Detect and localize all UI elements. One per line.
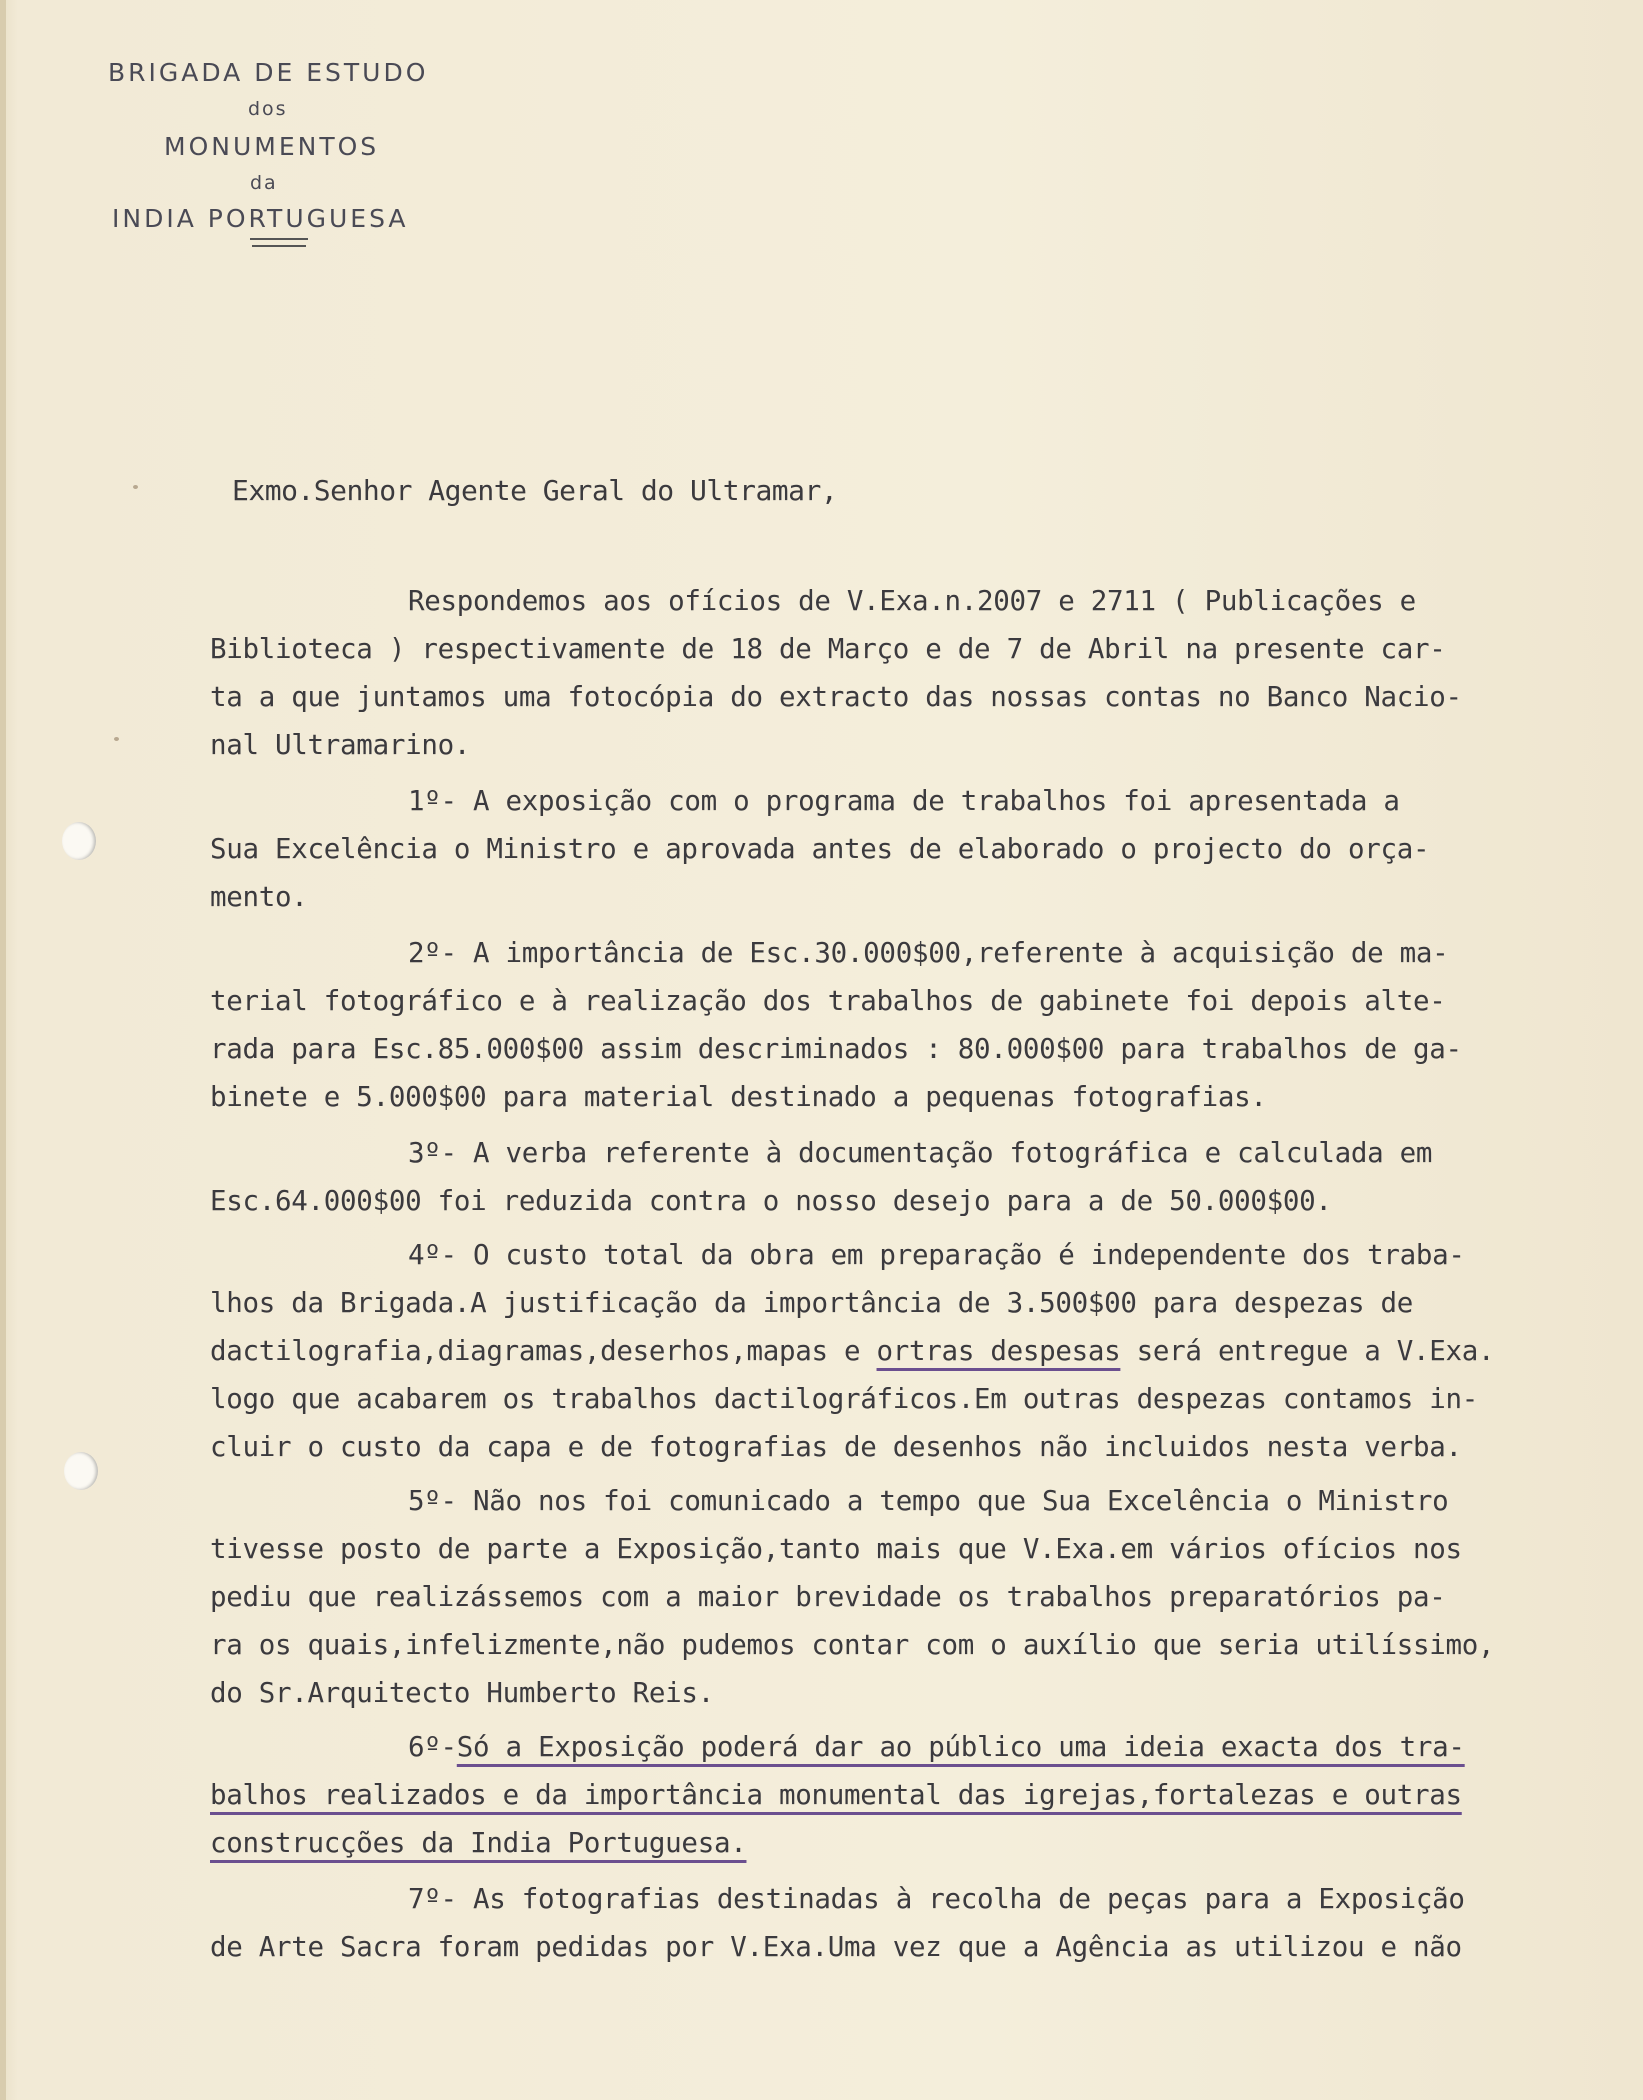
salutation: Exmo.Senhor Agente Geral do Ultramar, <box>232 474 838 507</box>
text-line: cluir o custo da capa e de fotografias de desenhos não incluidos nesta verba. <box>210 1431 1462 1463</box>
text-line: pediu que realizássemos com a maior brevidade os trabalhos preparatórios pa- <box>210 1581 1446 1613</box>
text-line: logo que acabarem os trabalhos dactilográficos.Em outras despezas contamos in- <box>210 1383 1478 1415</box>
letterhead-line: MONUMENTOS <box>164 132 380 161</box>
text-line: Esc.64.000$00 foi reduzida contra o nosso desejo para a de 50.000$00. <box>210 1185 1332 1217</box>
punch-hole <box>62 822 96 860</box>
text-line: 5º- Não nos foi comunicado a tempo que Sua Excelência o Ministro <box>408 1485 1449 1517</box>
text-segment: será entregue a V.Exa. <box>1136 1335 1495 1367</box>
paper-speck <box>133 485 138 489</box>
letterhead-rule <box>250 238 308 240</box>
underlined-text: Só a Exposição poderá dar ao público uma ideia exacta dos tra- <box>456 1731 1465 1763</box>
underlined-text: ortras despesas <box>876 1335 1121 1367</box>
text-line: binete e 5.000$00 para material destinado a pequenas fotografias. <box>210 1081 1267 1113</box>
text-line: do Sr.Arquitecto Humberto Reis. <box>210 1677 714 1709</box>
underlined-text-line: balhos realizados e da importância monumental das igrejas,fortalezas e outras <box>210 1779 1462 1811</box>
text-line: lhos da Brigada.A justificação da importância de 3.500$00 para despezas de <box>210 1287 1413 1319</box>
text-line: tivesse posto de parte a Exposição,tanto mais que V.Exa.em vários ofícios nos <box>210 1533 1462 1565</box>
text-line: terial fotográfico e à realização dos trabalhos de gabinete foi depois alte- <box>210 985 1446 1017</box>
text-line: nal Ultramarino. <box>210 729 471 761</box>
text-line: ra os quais,infelizmente,não pudemos contar com o auxílio que seria utilíssimo, <box>210 1629 1495 1661</box>
text-line: mento. <box>210 881 308 913</box>
letterhead-rule <box>252 245 306 247</box>
text-line: 3º- A verba referente à documentação fotográfica e calculada em <box>408 1137 1433 1169</box>
letterhead-line: BRIGADA DE ESTUDO <box>108 58 429 87</box>
text-line: de Arte Sacra foram pedidas por V.Exa.Uma vez que a Agência as utilizou e não <box>210 1931 1462 1963</box>
text-line: Respondemos aos ofícios de V.Exa.n.2007 e 2711 ( Publicações e <box>408 585 1416 617</box>
letterhead-line: dos <box>248 98 288 120</box>
text-line: 7º- As fotografias destinadas à recolha de peças para a Exposição <box>408 1883 1465 1915</box>
text-line: ta a que juntamos uma fotocópia do extracto das nossas contas no Banco Nacio- <box>210 681 1462 713</box>
text-line: Biblioteca ) respectivamente de 18 de Março e de 7 de Abril na presente car- <box>210 633 1446 665</box>
text-line: 2º- A importância de Esc.30.000$00,referente à acquisição de ma- <box>408 937 1449 969</box>
text-line <box>210 1731 1465 1763</box>
punch-hole <box>64 1452 98 1490</box>
letterhead-line: INDIA PORTUGUESA <box>112 204 409 233</box>
text-line <box>210 1335 1494 1367</box>
underlined-text-line: construcções da India Portuguesa. <box>210 1827 747 1859</box>
text-line: 1º- A exposição com o programa de trabalhos foi apresentada a <box>408 785 1400 817</box>
paper-speck <box>114 737 119 741</box>
text-line: 4º- O custo total da obra em preparação é independente dos traba- <box>408 1239 1465 1271</box>
text-line: Sua Excelência o Ministro e aprovada antes de elaborado o projecto do orça- <box>210 833 1430 865</box>
text-segment: 6º- <box>408 1731 457 1763</box>
paper-edge <box>0 0 6 2100</box>
text-line: rada para Esc.85.000$00 assim descriminados : 80.000$00 para trabalhos de ga- <box>210 1033 1462 1065</box>
letterhead-line: da <box>250 172 278 194</box>
text-segment: dactilografia,diagramas,deserhos,mapas e <box>210 1335 861 1367</box>
